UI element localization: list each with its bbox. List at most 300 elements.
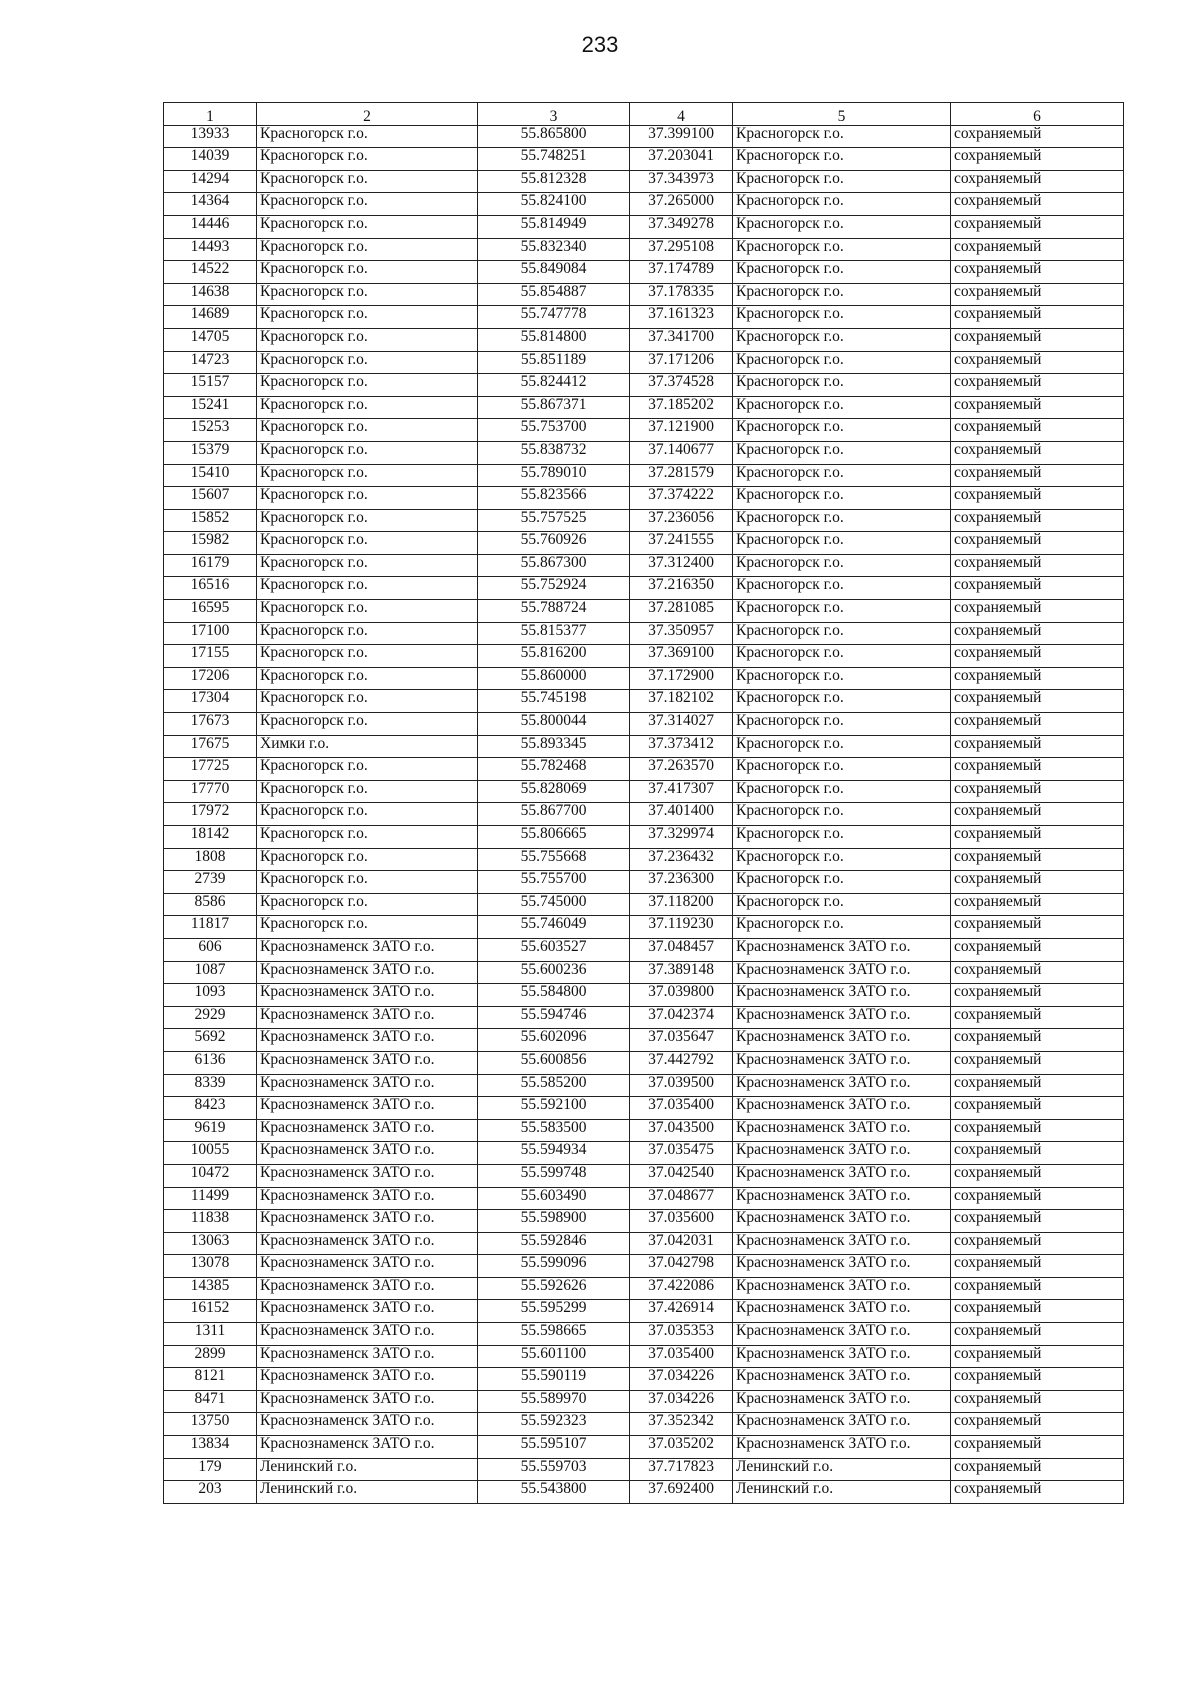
object-id-cell: 17725: [164, 758, 257, 781]
status-cell: сохраняемый: [951, 577, 1124, 600]
longitude-cell: 37.048457: [630, 938, 733, 961]
district-cell: Красногорск г.о.: [733, 645, 951, 668]
status-cell: сохраняемый: [951, 396, 1124, 419]
district-cell: Красногорск г.о.: [733, 893, 951, 916]
latitude-cell: 55.814800: [478, 328, 630, 351]
district-cell: Красногорск г.о.: [733, 871, 951, 894]
district-cell: Красногорск г.о.: [733, 916, 951, 939]
latitude-cell: 55.598900: [478, 1210, 630, 1233]
status-cell: сохраняемый: [951, 645, 1124, 668]
district-cell: Краснознаменск ЗАТО г.о.: [733, 1097, 951, 1120]
status-cell: сохраняемый: [951, 1051, 1124, 1074]
table-row: [164, 441, 1124, 464]
longitude-cell: 37.042540: [630, 1164, 733, 1187]
longitude-cell: 37.295108: [630, 238, 733, 261]
object-id-cell: 16179: [164, 554, 257, 577]
status-cell: сохраняемый: [951, 961, 1124, 984]
municipality-cell: Краснознаменск ЗАТО г.о.: [257, 1436, 478, 1459]
table-row: [164, 464, 1124, 487]
status-cell: сохраняемый: [951, 713, 1124, 736]
district-cell: Красногорск г.о.: [733, 374, 951, 397]
municipality-cell: Ленинский г.о.: [257, 1481, 478, 1504]
district-cell: Краснознаменск ЗАТО г.о.: [733, 1323, 951, 1346]
municipality-cell: Красногорск г.о.: [257, 148, 478, 171]
table-row: [164, 1277, 1124, 1300]
status-cell: сохраняемый: [951, 803, 1124, 826]
table-row: [164, 1255, 1124, 1278]
latitude-cell: 55.600236: [478, 961, 630, 984]
object-id-cell: 13750: [164, 1413, 257, 1436]
status-cell: сохраняемый: [951, 1458, 1124, 1481]
status-cell: сохраняемый: [951, 351, 1124, 374]
status-cell: сохраняемый: [951, 1277, 1124, 1300]
table-row: [164, 238, 1124, 261]
object-id-cell: 2739: [164, 871, 257, 894]
district-cell: Красногорск г.о.: [733, 532, 951, 555]
municipality-cell: Краснознаменск ЗАТО г.о.: [257, 984, 478, 1007]
status-cell: сохраняемый: [951, 1255, 1124, 1278]
municipality-cell: Краснознаменск ЗАТО г.о.: [257, 1300, 478, 1323]
table-row: [164, 826, 1124, 849]
district-cell: Красногорск г.о.: [733, 758, 951, 781]
table-row: [164, 713, 1124, 736]
object-id-cell: 15410: [164, 464, 257, 487]
header-row: [164, 103, 1124, 126]
longitude-cell: 37.399100: [630, 125, 733, 148]
longitude-cell: 37.178335: [630, 283, 733, 306]
table-row: [164, 893, 1124, 916]
object-id-cell: 8471: [164, 1390, 257, 1413]
municipality-cell: Красногорск г.о.: [257, 351, 478, 374]
status-cell: сохраняемый: [951, 1006, 1124, 1029]
object-id-cell: 15982: [164, 532, 257, 555]
object-id-cell: 2899: [164, 1345, 257, 1368]
municipality-cell: Красногорск г.о.: [257, 780, 478, 803]
municipality-cell: Красногорск г.о.: [257, 215, 478, 238]
status-cell: сохраняемый: [951, 1074, 1124, 1097]
object-id-cell: 8121: [164, 1368, 257, 1391]
municipality-cell: Красногорск г.о.: [257, 848, 478, 871]
object-id-cell: 14294: [164, 170, 257, 193]
longitude-cell: 37.035202: [630, 1436, 733, 1459]
district-cell: Красногорск г.о.: [733, 780, 951, 803]
object-id-cell: 203: [164, 1481, 257, 1504]
table-row: [164, 758, 1124, 781]
longitude-cell: 37.349278: [630, 215, 733, 238]
longitude-cell: 37.161323: [630, 306, 733, 329]
latitude-cell: 55.815377: [478, 622, 630, 645]
latitude-cell: 55.594934: [478, 1142, 630, 1165]
latitude-cell: 55.851189: [478, 351, 630, 374]
longitude-cell: 37.172900: [630, 667, 733, 690]
latitude-cell: 55.595107: [478, 1436, 630, 1459]
object-id-cell: 14446: [164, 215, 257, 238]
status-cell: сохраняемый: [951, 1097, 1124, 1120]
status-cell: сохраняемый: [951, 509, 1124, 532]
table-row: [164, 645, 1124, 668]
object-id-cell: 8339: [164, 1074, 257, 1097]
longitude-cell: 37.042798: [630, 1255, 733, 1278]
district-cell: Краснознаменск ЗАТО г.о.: [733, 1255, 951, 1278]
longitude-cell: 37.389148: [630, 961, 733, 984]
table-row: [164, 170, 1124, 193]
district-cell: Красногорск г.о.: [733, 622, 951, 645]
longitude-cell: 37.174789: [630, 261, 733, 284]
object-id-cell: 9619: [164, 1119, 257, 1142]
status-cell: сохраняемый: [951, 215, 1124, 238]
table-row: [164, 1323, 1124, 1346]
registry-table: [163, 102, 1124, 1504]
latitude-cell: 55.603527: [478, 938, 630, 961]
municipality-cell: Красногорск г.о.: [257, 532, 478, 555]
latitude-cell: 55.816200: [478, 645, 630, 668]
latitude-cell: 55.592100: [478, 1097, 630, 1120]
district-cell: Краснознаменск ЗАТО г.о.: [733, 1210, 951, 1233]
district-cell: Краснознаменск ЗАТО г.о.: [733, 1413, 951, 1436]
latitude-cell: 55.755700: [478, 871, 630, 894]
latitude-cell: 55.789010: [478, 464, 630, 487]
latitude-cell: 55.865800: [478, 125, 630, 148]
municipality-cell: Красногорск г.о.: [257, 667, 478, 690]
district-cell: Краснознаменск ЗАТО г.о.: [733, 1187, 951, 1210]
latitude-cell: 55.867371: [478, 396, 630, 419]
district-cell: Краснознаменск ЗАТО г.о.: [733, 1029, 951, 1052]
status-cell: сохраняемый: [951, 1210, 1124, 1233]
object-id-cell: 13834: [164, 1436, 257, 1459]
status-cell: сохраняемый: [951, 622, 1124, 645]
object-id-cell: 606: [164, 938, 257, 961]
longitude-cell: 37.034226: [630, 1368, 733, 1391]
longitude-cell: 37.203041: [630, 148, 733, 171]
latitude-cell: 55.598665: [478, 1323, 630, 1346]
district-cell: Краснознаменск ЗАТО г.о.: [733, 1164, 951, 1187]
object-id-cell: 16595: [164, 600, 257, 623]
longitude-cell: 37.350957: [630, 622, 733, 645]
status-cell: сохраняемый: [951, 667, 1124, 690]
status-cell: сохраняемый: [951, 1029, 1124, 1052]
longitude-cell: 37.352342: [630, 1413, 733, 1436]
status-cell: сохраняемый: [951, 487, 1124, 510]
object-id-cell: 17206: [164, 667, 257, 690]
district-cell: Краснознаменск ЗАТО г.о.: [733, 1074, 951, 1097]
status-cell: сохраняемый: [951, 328, 1124, 351]
status-cell: сохраняемый: [951, 1413, 1124, 1436]
table-row: [164, 1029, 1124, 1052]
longitude-cell: 37.182102: [630, 690, 733, 713]
table-row: [164, 780, 1124, 803]
object-id-cell: 1087: [164, 961, 257, 984]
municipality-cell: Краснознаменск ЗАТО г.о.: [257, 1413, 478, 1436]
status-cell: сохраняемый: [951, 283, 1124, 306]
district-cell: Краснознаменск ЗАТО г.о.: [733, 1300, 951, 1323]
district-cell: Красногорск г.о.: [733, 464, 951, 487]
status-cell: сохраняемый: [951, 871, 1124, 894]
table-row: [164, 1142, 1124, 1165]
longitude-cell: 37.236300: [630, 871, 733, 894]
latitude-cell: 55.584800: [478, 984, 630, 1007]
object-id-cell: 11838: [164, 1210, 257, 1233]
municipality-cell: Красногорск г.о.: [257, 419, 478, 442]
table-row: [164, 1413, 1124, 1436]
object-id-cell: 14689: [164, 306, 257, 329]
latitude-cell: 55.748251: [478, 148, 630, 171]
latitude-cell: 55.752924: [478, 577, 630, 600]
longitude-cell: 37.121900: [630, 419, 733, 442]
latitude-cell: 55.592846: [478, 1232, 630, 1255]
latitude-cell: 55.600856: [478, 1051, 630, 1074]
longitude-cell: 37.140677: [630, 441, 733, 464]
latitude-cell: 55.592626: [478, 1277, 630, 1300]
object-id-cell: 13063: [164, 1232, 257, 1255]
longitude-cell: 37.692400: [630, 1481, 733, 1504]
longitude-cell: 37.039800: [630, 984, 733, 1007]
district-cell: Красногорск г.о.: [733, 328, 951, 351]
table-row: [164, 577, 1124, 600]
table-row: [164, 916, 1124, 939]
municipality-cell: Краснознаменск ЗАТО г.о.: [257, 1119, 478, 1142]
page-number: 233: [581, 32, 619, 57]
object-id-cell: 14385: [164, 1277, 257, 1300]
status-cell: сохраняемый: [951, 1119, 1124, 1142]
municipality-cell: Краснознаменск ЗАТО г.о.: [257, 1142, 478, 1165]
table-row: [164, 848, 1124, 871]
longitude-cell: 37.341700: [630, 328, 733, 351]
district-cell: Красногорск г.о.: [733, 170, 951, 193]
longitude-cell: 37.185202: [630, 396, 733, 419]
municipality-cell: Краснознаменск ЗАТО г.о.: [257, 938, 478, 961]
municipality-cell: Красногорск г.о.: [257, 577, 478, 600]
latitude-cell: 55.755668: [478, 848, 630, 871]
municipality-cell: Красногорск г.о.: [257, 871, 478, 894]
district-cell: Красногорск г.о.: [733, 351, 951, 374]
status-cell: сохраняемый: [951, 1481, 1124, 1504]
object-id-cell: 2929: [164, 1006, 257, 1029]
municipality-cell: Краснознаменск ЗАТО г.о.: [257, 1390, 478, 1413]
district-cell: Краснознаменск ЗАТО г.о.: [733, 1390, 951, 1413]
district-cell: Красногорск г.о.: [733, 193, 951, 216]
table-row: [164, 261, 1124, 284]
object-id-cell: 14364: [164, 193, 257, 216]
municipality-cell: Красногорск г.о.: [257, 554, 478, 577]
object-id-cell: 13933: [164, 125, 257, 148]
district-cell: Красногорск г.о.: [733, 396, 951, 419]
object-id-cell: 16152: [164, 1300, 257, 1323]
object-id-cell: 15379: [164, 441, 257, 464]
district-cell: Красногорск г.о.: [733, 735, 951, 758]
object-id-cell: 14723: [164, 351, 257, 374]
latitude-cell: 55.782468: [478, 758, 630, 781]
municipality-cell: Краснознаменск ЗАТО г.о.: [257, 1006, 478, 1029]
column-header: 2: [257, 103, 478, 126]
municipality-cell: Краснознаменск ЗАТО г.о.: [257, 1074, 478, 1097]
table-row: [164, 938, 1124, 961]
longitude-cell: 37.329974: [630, 826, 733, 849]
latitude-cell: 55.543800: [478, 1481, 630, 1504]
table-row: [164, 283, 1124, 306]
column-header: 3: [478, 103, 630, 126]
longitude-cell: 37.035400: [630, 1097, 733, 1120]
longitude-cell: 37.374222: [630, 487, 733, 510]
municipality-cell: Красногорск г.о.: [257, 826, 478, 849]
longitude-cell: 37.343973: [630, 170, 733, 193]
district-cell: Краснознаменск ЗАТО г.о.: [733, 984, 951, 1007]
object-id-cell: 1093: [164, 984, 257, 1007]
district-cell: Красногорск г.о.: [733, 577, 951, 600]
table-row: [164, 1390, 1124, 1413]
longitude-cell: 37.236056: [630, 509, 733, 532]
status-cell: сохраняемый: [951, 1164, 1124, 1187]
table-row: [164, 1481, 1124, 1504]
latitude-cell: 55.599748: [478, 1164, 630, 1187]
column-header: 5: [733, 103, 951, 126]
district-cell: Красногорск г.о.: [733, 283, 951, 306]
latitude-cell: 55.753700: [478, 419, 630, 442]
longitude-cell: 37.035600: [630, 1210, 733, 1233]
latitude-cell: 55.602096: [478, 1029, 630, 1052]
district-cell: Краснознаменск ЗАТО г.о.: [733, 938, 951, 961]
table-row: [164, 600, 1124, 623]
latitude-cell: 55.601100: [478, 1345, 630, 1368]
object-id-cell: 15157: [164, 374, 257, 397]
object-id-cell: 10055: [164, 1142, 257, 1165]
object-id-cell: 8586: [164, 893, 257, 916]
latitude-cell: 55.814949: [478, 215, 630, 238]
table-row: [164, 125, 1124, 148]
table-row: [164, 1119, 1124, 1142]
municipality-cell: Красногорск г.о.: [257, 509, 478, 532]
table-row: [164, 1436, 1124, 1459]
longitude-cell: 37.171206: [630, 351, 733, 374]
municipality-cell: Краснознаменск ЗАТО г.о.: [257, 1097, 478, 1120]
longitude-cell: 37.717823: [630, 1458, 733, 1481]
status-cell: сохраняемый: [951, 419, 1124, 442]
table-row: [164, 1458, 1124, 1481]
municipality-cell: Красногорск г.о.: [257, 261, 478, 284]
municipality-cell: Красногорск г.о.: [257, 464, 478, 487]
latitude-cell: 55.595299: [478, 1300, 630, 1323]
table-row: [164, 554, 1124, 577]
status-cell: сохраняемый: [951, 600, 1124, 623]
status-cell: сохраняемый: [951, 735, 1124, 758]
municipality-cell: Красногорск г.о.: [257, 306, 478, 329]
object-id-cell: 16516: [164, 577, 257, 600]
status-cell: сохраняемый: [951, 148, 1124, 171]
table-row: [164, 1097, 1124, 1120]
object-id-cell: 15253: [164, 419, 257, 442]
longitude-cell: 37.314027: [630, 713, 733, 736]
district-cell: Красногорск г.о.: [733, 419, 951, 442]
table-row: [164, 735, 1124, 758]
longitude-cell: 37.422086: [630, 1277, 733, 1300]
status-cell: сохраняемый: [951, 125, 1124, 148]
municipality-cell: Краснознаменск ЗАТО г.о.: [257, 1323, 478, 1346]
longitude-cell: 37.035400: [630, 1345, 733, 1368]
status-cell: сохраняемый: [951, 554, 1124, 577]
latitude-cell: 55.603490: [478, 1187, 630, 1210]
table-row: [164, 306, 1124, 329]
district-cell: Краснознаменск ЗАТО г.о.: [733, 961, 951, 984]
district-cell: Краснознаменск ЗАТО г.о.: [733, 1345, 951, 1368]
municipality-cell: Красногорск г.о.: [257, 803, 478, 826]
latitude-cell: 55.800044: [478, 713, 630, 736]
table-row: [164, 1210, 1124, 1233]
district-cell: Красногорск г.о.: [733, 600, 951, 623]
longitude-cell: 37.373412: [630, 735, 733, 758]
table-row: [164, 1368, 1124, 1391]
municipality-cell: Краснознаменск ЗАТО г.о.: [257, 1029, 478, 1052]
district-cell: Краснознаменск ЗАТО г.о.: [733, 1232, 951, 1255]
district-cell: Красногорск г.о.: [733, 261, 951, 284]
status-cell: сохраняемый: [951, 464, 1124, 487]
latitude-cell: 55.760926: [478, 532, 630, 555]
table-row: [164, 351, 1124, 374]
municipality-cell: Краснознаменск ЗАТО г.о.: [257, 1187, 478, 1210]
object-id-cell: 17155: [164, 645, 257, 668]
object-id-cell: 15241: [164, 396, 257, 419]
municipality-cell: Краснознаменск ЗАТО г.о.: [257, 1255, 478, 1278]
table-row: [164, 215, 1124, 238]
district-cell: Красногорск г.о.: [733, 306, 951, 329]
longitude-cell: 37.035647: [630, 1029, 733, 1052]
table-row: [164, 374, 1124, 397]
object-id-cell: 14493: [164, 238, 257, 261]
object-id-cell: 17100: [164, 622, 257, 645]
latitude-cell: 55.592323: [478, 1413, 630, 1436]
status-cell: сохраняемый: [951, 1323, 1124, 1346]
district-cell: Красногорск г.о.: [733, 554, 951, 577]
longitude-cell: 37.039500: [630, 1074, 733, 1097]
municipality-cell: Красногорск г.о.: [257, 487, 478, 510]
district-cell: Ленинский г.о.: [733, 1481, 951, 1504]
status-cell: сохраняемый: [951, 306, 1124, 329]
latitude-cell: 55.823566: [478, 487, 630, 510]
object-id-cell: 18142: [164, 826, 257, 849]
object-id-cell: 10472: [164, 1164, 257, 1187]
table-row: [164, 1164, 1124, 1187]
district-cell: Красногорск г.о.: [733, 667, 951, 690]
longitude-cell: 37.043500: [630, 1119, 733, 1142]
status-cell: сохраняемый: [951, 758, 1124, 781]
object-id-cell: 17304: [164, 690, 257, 713]
longitude-cell: 37.442792: [630, 1051, 733, 1074]
object-id-cell: 14705: [164, 328, 257, 351]
district-cell: Красногорск г.о.: [733, 803, 951, 826]
object-id-cell: 1311: [164, 1323, 257, 1346]
table-row: [164, 328, 1124, 351]
longitude-cell: 37.042031: [630, 1232, 733, 1255]
object-id-cell: 6136: [164, 1051, 257, 1074]
status-cell: сохраняемый: [951, 984, 1124, 1007]
longitude-cell: 37.369100: [630, 645, 733, 668]
latitude-cell: 55.867700: [478, 803, 630, 826]
table-row: [164, 509, 1124, 532]
district-cell: Красногорск г.о.: [733, 441, 951, 464]
longitude-cell: 37.401400: [630, 803, 733, 826]
district-cell: Ленинский г.о.: [733, 1458, 951, 1481]
municipality-cell: Красногорск г.о.: [257, 916, 478, 939]
table-row: [164, 419, 1124, 442]
table-row: [164, 1300, 1124, 1323]
status-cell: сохраняемый: [951, 170, 1124, 193]
status-cell: сохраняемый: [951, 261, 1124, 284]
district-cell: Красногорск г.о.: [733, 826, 951, 849]
status-cell: сохраняемый: [951, 893, 1124, 916]
municipality-cell: Красногорск г.о.: [257, 690, 478, 713]
latitude-cell: 55.599096: [478, 1255, 630, 1278]
longitude-cell: 37.035353: [630, 1323, 733, 1346]
table-row: [164, 667, 1124, 690]
municipality-cell: Красногорск г.о.: [257, 193, 478, 216]
